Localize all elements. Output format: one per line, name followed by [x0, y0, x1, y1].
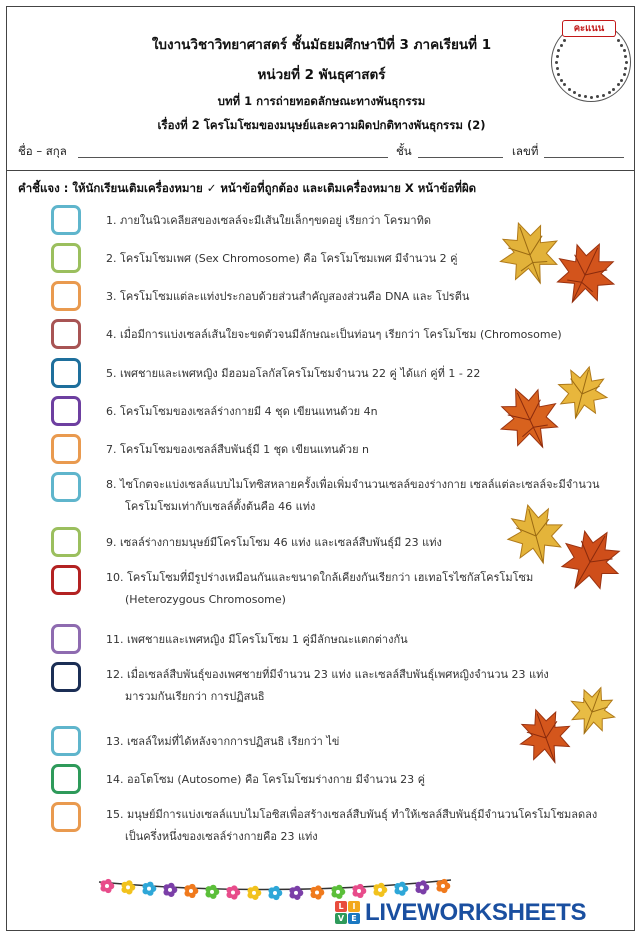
question-text: [106, 211, 431, 231]
garland-flower: [121, 880, 135, 894]
score-circle-dot: [602, 94, 605, 97]
number-field[interactable]: [544, 157, 624, 158]
garland-flower: [331, 885, 345, 899]
question-line: 1. ภายในนิวเคลียสของเซลล์จะมีเส้นใยเล็กๆขดอยู่ เรียกว่า โครมาทิด: [106, 214, 431, 227]
question-line-continued: โครโมโซมเท่ากับเซลล์ตั้งต้นคือ 46 แท่ง: [125, 500, 316, 513]
score-circle-dot: [578, 94, 581, 97]
garland-flower: [205, 885, 219, 899]
question-line: 7. โครโมโซมของเซลล์สืบพันธุ์มี 1 ชุด เขียนแทนด้วย n: [106, 443, 370, 456]
answer-box[interactable]: [51, 565, 81, 595]
score-label: คะแนน: [562, 20, 616, 37]
question-line: 5. เพศชายและเพศหญิง มีฮอมอโลกัสโครโมโซมจำนวน 22 คู่ ได้แก่ คู่ที่ 1 - 22: [106, 367, 481, 380]
liveworksheets-logo: [335, 898, 635, 928]
score-circle-dot: [557, 73, 560, 76]
answer-box[interactable]: [51, 281, 81, 311]
question-text: [106, 770, 425, 790]
answer-box[interactable]: [51, 624, 81, 654]
score-circle-dot: [623, 49, 626, 52]
unit-title: หน่วยที่ 2 พันธุศาสตร์: [257, 67, 386, 83]
score-circle-dot: [608, 91, 611, 94]
answer-box[interactable]: [51, 319, 81, 349]
score-circle-dot: [556, 55, 559, 58]
score-circle-dot: [620, 79, 623, 82]
answer-box[interactable]: [51, 205, 81, 235]
score-circle-dot: [590, 96, 593, 99]
score-circle-dot: [617, 83, 620, 86]
question-line: 12. เมื่อเซลล์สืบพันธุ์ของเพศชายที่มีจำนวน 23 แท่ง และเซลล์สืบพันธุ์เพศหญิงจำนวน 23 แท่ง: [106, 668, 549, 681]
question-text: [106, 732, 339, 752]
score-circle-dot: [556, 67, 559, 70]
answer-box[interactable]: [51, 472, 81, 502]
question-text: [106, 249, 457, 269]
score-circle-dot: [560, 44, 563, 47]
garland-flower: [268, 886, 282, 900]
garland-flower: [289, 886, 303, 900]
question-line: 13. เซลล์ใหม่ที่ได้หลังจากการปฏิสนธิ เรียกว่า ไข่: [106, 735, 340, 748]
score-circle-dot: [557, 49, 560, 52]
name-label: ชื่อ – สกุล: [18, 144, 67, 158]
question-text: [106, 804, 597, 848]
score-circle-dot: [625, 61, 628, 64]
question-line: 10. โครโมโซมที่มีรูปร่างเหมือนกันและขนาดใกล้เคียงกันเรียกว่า เฮเทอโรไซกัสโครโมโซม: [106, 571, 534, 584]
number-label: เลขที่: [512, 144, 539, 158]
question-line-continued: มารวมกันเรียกว่า การปฏิสนธิ: [125, 690, 265, 703]
question-line: 2. โครโมโซมเพศ (Sex Chromosome) คือ โครโมโซมเพศ มีจำนวน 2 คู่: [106, 252, 458, 265]
question-text: [106, 402, 378, 422]
question-text: [106, 567, 533, 611]
score-circle-dot: [620, 44, 623, 47]
question-text: [106, 440, 369, 460]
liveworksheets-icon: L I V E: [335, 901, 361, 925]
autumn-leaves-icon: [512, 684, 624, 774]
chapter-title: บทที่ 1 การถ่ายทอดลักษณะทางพันธุกรรม: [217, 94, 426, 108]
question-text: [106, 630, 408, 650]
worksheet-title: ใบงานวิชาวิทยาศาสตร์ ชั้นมัธยมศึกษาปีที่ 3 ภาคเรียนที่ 1: [151, 37, 492, 53]
garland-flower: [163, 883, 177, 897]
score-circle-dot: [617, 39, 620, 42]
garland-flower: [247, 886, 261, 900]
question-line: 11. เพศชายและเพศหญิง มีโครโมโซม 1 คู่มีลักษณะแตกต่างกัน: [106, 633, 408, 646]
question-line: 6. โครโมโซมของเซลล์ร่างกายมี 4 ชุด เขียนแทนด้วย 4n: [106, 405, 378, 418]
page-border: [6, 6, 635, 931]
answer-box[interactable]: [51, 662, 81, 692]
liveworksheets-wordmark: LIVEWORKSHEETS: [365, 899, 587, 926]
garland-flower: [142, 882, 156, 896]
answer-box[interactable]: [51, 396, 81, 426]
score-circle-dot: [560, 79, 563, 82]
answer-box[interactable]: [51, 243, 81, 273]
question-line-continued: เป็นครึ่งหนึ่งของเซลล์ร่างกายคือ 23 แท่ง: [125, 830, 318, 843]
autumn-leaves-icon: [498, 498, 628, 603]
score-circle-dot: [624, 55, 627, 58]
garland-flower: [184, 884, 198, 898]
header-divider: [6, 170, 635, 171]
garland-flower: [100, 879, 114, 893]
score-circle-dot: [563, 39, 566, 42]
question-text: [106, 325, 562, 345]
score-circle-dot: [568, 88, 571, 91]
name-field[interactable]: [78, 157, 388, 158]
answer-box[interactable]: [51, 802, 81, 832]
answer-box[interactable]: [51, 726, 81, 756]
score-circle-dot: [584, 95, 587, 98]
question-line: 3. โครโมโซมแต่ละแท่งประกอบด้วยส่วนสำคัญสองส่วนคือ DNA และ โปรตีน: [106, 290, 470, 303]
score-circle-dot: [623, 73, 626, 76]
question-text: [106, 533, 442, 553]
class-label: ชั้น: [396, 144, 412, 158]
score-circle-dot: [596, 95, 599, 98]
autumn-leaves-icon: [490, 362, 620, 462]
question-line: 9. เซลล์ร่างกายมนุษย์มีโครโมโซม 46 แท่ง และเซลล์สืบพันธุ์มี 23 แท่ง: [106, 536, 442, 549]
answer-box[interactable]: [51, 434, 81, 464]
question-text: [106, 664, 549, 708]
score-circle-dot: [555, 61, 558, 64]
answer-box[interactable]: [51, 358, 81, 388]
class-field[interactable]: [418, 157, 503, 158]
score-circle-dot: [573, 91, 576, 94]
question-text: [106, 287, 469, 307]
question-line-continued: (Heterozygous Chromosome): [125, 593, 286, 606]
question-line: 4. เมื่อมีการแบ่งเซลล์เส้นใยจะขดตัวจนมีลักษณะเป็นท่อนๆ เรียกว่า โครโมโซม (Chromosome): [106, 328, 562, 341]
answer-box[interactable]: [51, 527, 81, 557]
question-line: 15. มนุษย์มีการแบ่งเซลล์แบบไมโอซิสเพื่อสร้างเซลล์สืบพันธุ์ ทำให้เซลล์สืบพันธุ์มีจำนวนโครโมโซมลดลง: [106, 808, 598, 821]
instructions: คำชี้แจง : ให้นักเรียนเติมเครื่องหมาย ✓ หน้าข้อที่ถูกต้อง และเติมเครื่องหมาย X หน้าข้อที่ผิด: [18, 181, 477, 195]
score-circle-dot: [612, 88, 615, 91]
topic-title: เรื่องที่ 2 โครโมโซมของมนุษย์และความผิดปกติทางพันธุกรรม (2): [157, 118, 486, 132]
garland-flower: [352, 884, 366, 898]
autumn-leaves-icon: [495, 213, 625, 313]
score-circle-dot: [624, 67, 627, 70]
question-line: 14. ออโตโซม (Autosome) คือ โครโมโซมร่างกาย มีจำนวน 23 คู่: [106, 773, 426, 786]
garland-flower: [226, 885, 240, 899]
answer-box[interactable]: [51, 764, 81, 794]
garland-flower: [310, 885, 324, 899]
score-circle-dot: [563, 83, 566, 86]
question-line: 8. ไซโกตจะแบ่งเซลล์แบบไมโทซิสหลายครั้งเพื่อเพิ่มจำนวนเซลล์ของร่างกาย เซลล์แต่ละเซลล์จะมีจำนวน: [106, 478, 600, 491]
question-text: [106, 364, 480, 384]
